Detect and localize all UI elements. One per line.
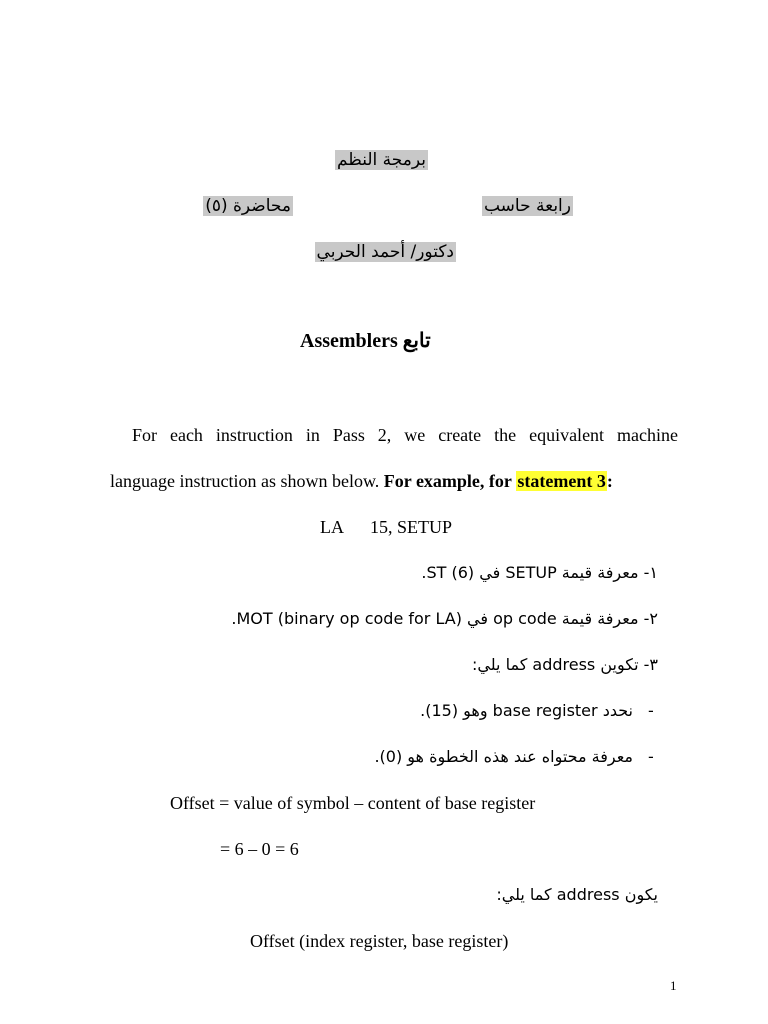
step-2: ٢- معرفة قيمة op code في MOT (binary op code for LA). xyxy=(231,609,658,628)
page-title: تابع Assemblers xyxy=(300,330,431,352)
sub-item-2: معرفة محتواه عند هذه الخطوة هو (0). xyxy=(374,747,633,766)
sub-bullet-1: - xyxy=(648,701,654,720)
statement-highlight: statement 3 xyxy=(517,471,606,491)
address-line: يكون address كما يلي: xyxy=(496,885,658,904)
lecture-label: محاضرة (٥) xyxy=(205,196,291,216)
step-1: ١- معرفة قيمة SETUP في ST (6). xyxy=(421,563,658,582)
step-3: ٣- تكوين address كما يلي: xyxy=(472,655,658,674)
intro-line-2-bold: For example, for xyxy=(383,471,512,491)
offset-formula: Offset = value of symbol – content of base register xyxy=(170,793,536,813)
doctor-name: دكتور/ أحمد الحربي xyxy=(316,242,454,262)
offset-calc: = 6 – 0 = 6 xyxy=(220,839,299,859)
class-label: رابعة حاسب xyxy=(483,196,571,216)
course-title: برمجة النظم xyxy=(336,150,426,170)
intro-line-2 xyxy=(110,471,613,492)
intro-line-1: For each instruction in Pass 2, we create the equivalent machine xyxy=(132,425,678,445)
intro-line-2-text: language instruction as shown below. xyxy=(110,471,380,491)
sub-item-1: نحدد base register وهو (15). xyxy=(420,701,633,720)
address-format: Offset (index register, base register) xyxy=(250,931,509,951)
sub-bullet-2: - xyxy=(648,747,654,766)
code-line: LA 15, SETUP xyxy=(320,517,453,537)
page-number: 1 xyxy=(670,978,677,993)
intro-line-2-colon: : xyxy=(606,471,613,491)
